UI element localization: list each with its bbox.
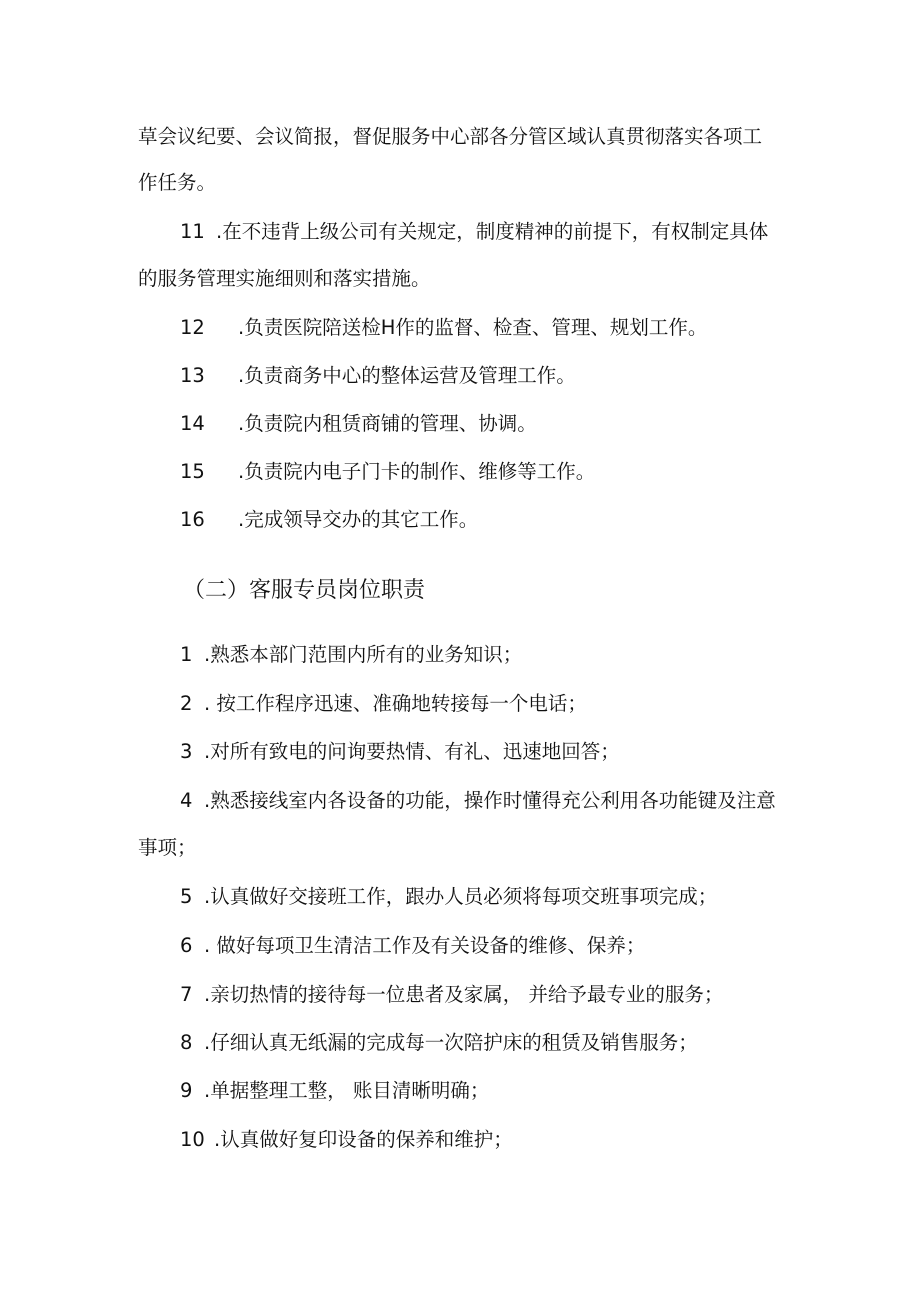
paragraph-line [138, 266, 431, 292]
section-heading [183, 576, 425, 606]
list-item [180, 933, 645, 959]
list-item [180, 1030, 698, 1056]
paragraph-line [138, 124, 762, 150]
list-item [180, 1078, 489, 1104]
item-text: .认真做好复印设备的保养和维护； [214, 1128, 513, 1151]
item-number: 4 [180, 789, 193, 812]
item-text: .对所有致电的问询要热情、有礼、迅速地回答； [204, 740, 620, 763]
item-number: 15 [180, 460, 205, 483]
list-item [180, 363, 576, 389]
item-number: 13 [180, 364, 205, 387]
item-number: 2 [180, 692, 193, 715]
item-number: 3 [180, 740, 193, 763]
list-item [180, 507, 478, 533]
list-item [180, 315, 707, 341]
list-item [180, 982, 723, 1008]
item-text: .负责商务中心的整体运营及管理工作。 [238, 364, 576, 387]
item-number: 12 [180, 316, 205, 339]
paragraph-text: 事项； [138, 836, 197, 859]
item-number: 11 [180, 220, 205, 243]
list-item [180, 459, 595, 485]
item-text: .负责院内租赁商铺的管理、协调。 [238, 412, 537, 435]
item-text: .亲切热情的接待每一位患者及家属， 并给予最专业的服务； [204, 983, 724, 1006]
paragraph-text: 的服务管理实施细则和落实措施。 [138, 267, 431, 290]
item-number: 14 [180, 412, 205, 435]
item-number: 6 [180, 934, 193, 957]
list-item [180, 1127, 513, 1153]
item-number: 16 [180, 508, 205, 531]
item-text: .仔细认真无纸漏的完成每一次陪护床的租赁及销售服务； [204, 1031, 698, 1054]
item-text: .熟悉接线室内各设备的功能，操作时懂得充公利用各功能键及注意 [204, 789, 776, 812]
item-text: .负责医院陪送检H作的监督、检查、管理、规划工作。 [238, 316, 708, 339]
list-item [180, 411, 537, 437]
list-item [180, 788, 776, 814]
item-text: . 按工作程序迅速、准确地转接每一个电话； [204, 692, 587, 715]
paragraph-line [138, 835, 197, 861]
list-item [180, 739, 620, 765]
item-text: . 做好每项卫生清洁工作及有关设备的维修、保养； [204, 934, 646, 957]
item-number: 10 [180, 1128, 205, 1151]
list-item [180, 219, 768, 245]
item-number: 1 [180, 643, 193, 666]
list-item [180, 884, 717, 910]
item-text: .在不违背上级公司有关规定，制度精神的前提下，有权制定具体 [216, 220, 769, 243]
item-text: .熟悉本部门范围内所有的业务知识； [204, 643, 523, 666]
item-text: .单据整理工整， 账目清晰明确； [204, 1079, 490, 1102]
item-number: 8 [180, 1031, 193, 1054]
item-text: .完成领导交办的其它工作。 [238, 508, 479, 531]
list-item [180, 691, 587, 717]
paragraph-text: 作任务。 [138, 171, 217, 194]
item-number: 5 [180, 885, 193, 908]
paragraph-line [138, 170, 216, 196]
item-text: .认真做好交接班工作，跟办人员必须将每项交班事项完成； [204, 885, 718, 908]
list-item [180, 642, 522, 668]
item-number: 7 [180, 983, 193, 1006]
section-heading-text: （二）客服专员岗位职责 [183, 578, 426, 603]
item-number: 9 [180, 1079, 193, 1102]
item-text: .负责院内电子门卡的制作、维修等工作。 [238, 460, 596, 483]
paragraph-text: 草会议纪要、会议简报，督促服务中心部各分管区域认真贯彻落实各项工 [138, 125, 763, 148]
